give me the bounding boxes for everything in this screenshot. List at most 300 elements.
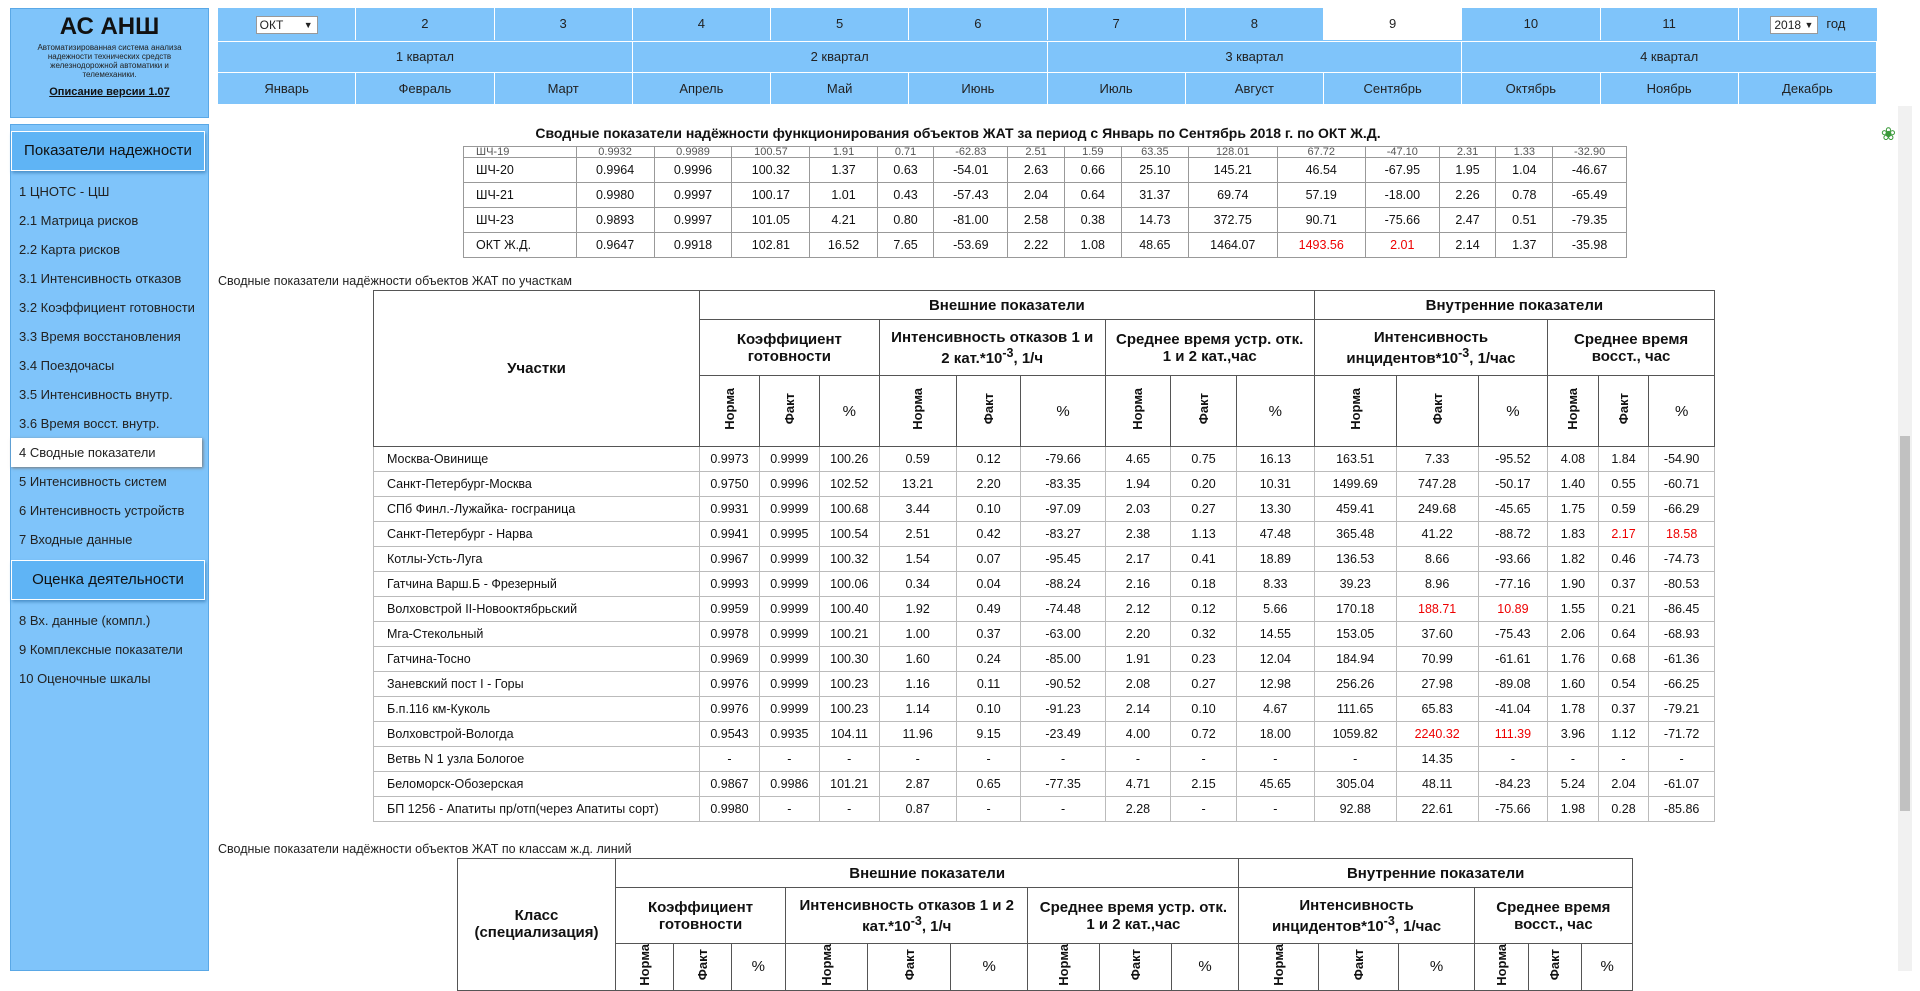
sections-col-label: Норма: [1347, 388, 1363, 430]
menu-item[interactable]: 3.4 Поездочасы: [19, 358, 115, 373]
table-cell: 0.9543: [700, 722, 760, 747]
table-cell: 1.33: [1496, 147, 1553, 158]
row-name-cell: ОКТ Ж.Д.: [464, 233, 577, 258]
table-cell: -66.29: [1649, 497, 1715, 522]
sections-col-header: [879, 376, 956, 447]
table-cell: 188.71: [1396, 597, 1478, 622]
table-cell: 0.9964: [576, 158, 654, 183]
quarter-tab[interactable]: 4 квартал: [1462, 42, 1877, 72]
scrollbar-thumb[interactable]: [1900, 436, 1910, 811]
menu-item[interactable]: 9 Комплексные показатели: [19, 642, 183, 657]
classes-col-header: [731, 944, 785, 991]
table-cell: -: [1021, 797, 1105, 822]
table-cell: 0.37: [1598, 572, 1649, 597]
table-cell: 2.04: [1008, 183, 1065, 208]
month-tab[interactable]: Сентябрь: [1324, 73, 1462, 104]
table-cell: -65.49: [1553, 183, 1627, 208]
table-cell: 1.14: [879, 697, 956, 722]
table-cell: 45.65: [1236, 772, 1314, 797]
menu-section-evaluation[interactable]: Оценка деятельности: [11, 560, 205, 600]
menu-list-evaluation: [11, 606, 208, 693]
month-tab[interactable]: Январь: [218, 73, 356, 104]
menu-item[interactable]: 10 Оценочные шкалы: [19, 671, 151, 686]
table-cell: 0.9976: [700, 697, 760, 722]
road-select[interactable]: [256, 16, 318, 34]
quarter-tab[interactable]: 2 квартал: [633, 42, 1048, 72]
table-cell: 0.9999: [759, 622, 819, 647]
table-row: [374, 647, 1715, 672]
table-cell: 1.90: [1548, 572, 1599, 597]
table-cell: 2.20: [956, 472, 1021, 497]
table-cell: 0.11: [956, 672, 1021, 697]
table-cell: -: [1171, 797, 1237, 822]
table-cell: -90.52: [1021, 672, 1105, 697]
table-cell: -46.67: [1553, 158, 1627, 183]
sections-col-label: %: [1506, 402, 1520, 420]
table-cell: -: [1236, 747, 1314, 772]
table-cell: -75.43: [1478, 622, 1548, 647]
failure-intensity-header: [879, 320, 1105, 376]
menu-item[interactable]: 3.5 Интенсивность внутр.: [19, 387, 173, 402]
table-cell: 2.20: [1105, 622, 1171, 647]
section-name-cell: Волховстрой II-Новооктябрьский: [374, 597, 700, 622]
sections-col-label: Факт: [1196, 393, 1212, 425]
table-cell: -57.43: [934, 183, 1008, 208]
table-cell: -93.66: [1478, 547, 1548, 572]
classes-failure-intensity-label: Интенсивность отказов 1 и 2 кат.*10: [799, 896, 1015, 935]
table-cell: 111.65: [1314, 697, 1396, 722]
table-cell: 104.11: [819, 722, 879, 747]
table-row: [374, 797, 1715, 822]
sections-col-label: Норма: [910, 388, 926, 430]
table-cell: -18.00: [1365, 183, 1439, 208]
classes-table-caption: Сводные показатели надёжности объектов ЖАТ по классам ж.д. линий: [218, 842, 632, 856]
table-cell: -75.66: [1365, 208, 1439, 233]
table-cell: 100.26: [819, 447, 879, 472]
table-cell: 2.08: [1105, 672, 1171, 697]
table-cell: 8.33: [1236, 572, 1314, 597]
table-cell: 67.72: [1277, 147, 1365, 158]
month-number-tab[interactable]: 5: [771, 8, 909, 40]
table-cell: 0.9967: [700, 547, 760, 572]
table-cell: 4.65: [1105, 447, 1171, 472]
table-cell: 25.10: [1121, 158, 1188, 183]
month-number-tab[interactable]: 9: [1324, 8, 1462, 40]
month-number-tab[interactable]: 4: [633, 8, 771, 40]
table-cell: 0.37: [956, 622, 1021, 647]
month-tab[interactable]: Июль: [1048, 73, 1186, 104]
table-cell: 4.08: [1548, 447, 1599, 472]
table-cell: -66.25: [1649, 672, 1715, 697]
chevron-down-icon: ▼: [303, 19, 313, 30]
table-cell: 37.60: [1396, 622, 1478, 647]
sections-col-header: [700, 376, 760, 447]
table-cell: -: [1021, 747, 1105, 772]
classes-col-label: Норма: [1493, 944, 1509, 986]
menu-item[interactable]: 3.6 Время восст. внутр.: [19, 416, 160, 431]
table-cell: 1.08: [1064, 233, 1121, 258]
table-cell: 1.13: [1171, 522, 1237, 547]
table-cell: 256.26: [1314, 672, 1396, 697]
menu-item[interactable]: 3.1 Интенсивность отказов: [19, 271, 182, 286]
month-tab[interactable]: Август: [1186, 73, 1324, 104]
month-number-tab[interactable]: 2: [356, 8, 494, 40]
menu-item[interactable]: 2.2 Карта рисков: [19, 242, 121, 257]
table-cell: -60.71: [1649, 472, 1715, 497]
table-cell: 2.28: [1105, 797, 1171, 822]
table-cell: 57.19: [1277, 183, 1365, 208]
section-name-cell: Санкт-Петербург - Нарва: [374, 522, 700, 547]
classes-col-header: [1582, 944, 1633, 991]
table-cell: -75.66: [1478, 797, 1548, 822]
table-cell: 1493.56: [1277, 233, 1365, 258]
incident-intensity-header: [1314, 320, 1547, 376]
table-cell: 14.35: [1396, 747, 1478, 772]
sections-table-caption: Сводные показатели надёжности объектов ЖАТ по участкам: [218, 274, 573, 288]
table-cell: 0.20: [1171, 472, 1237, 497]
table-cell: -: [759, 797, 819, 822]
table-cell: 372.75: [1189, 208, 1277, 233]
table-cell: 4.21: [810, 208, 877, 233]
table-cell: 1.91: [1105, 647, 1171, 672]
table-cell: 145.21: [1189, 158, 1277, 183]
sections-col-label: Факт: [1616, 393, 1631, 425]
table-cell: -79.35: [1553, 208, 1627, 233]
table-cell: 5.24: [1548, 772, 1599, 797]
table-row: [464, 158, 1627, 183]
quarter-tab[interactable]: 1 квартал: [218, 42, 633, 72]
menu-item[interactable]: 6 Интенсивность устройств: [19, 503, 185, 518]
month-tab[interactable]: Апрель: [633, 73, 771, 104]
month-tab[interactable]: Ноябрь: [1601, 73, 1739, 104]
table-cell: -83.35: [1021, 472, 1105, 497]
table-cell: 0.51: [1496, 208, 1553, 233]
table-cell: -47.10: [1365, 147, 1439, 158]
month-name-row: [218, 73, 1877, 104]
classes-col-header: [1319, 944, 1399, 991]
table-cell: 1.95: [1439, 158, 1496, 183]
table-cell: -89.08: [1478, 672, 1548, 697]
table-cell: 100.68: [819, 497, 879, 522]
table-row: [374, 722, 1715, 747]
table-cell: 0.24: [956, 647, 1021, 672]
classes-col-header: [786, 944, 868, 991]
table-cell: 111.39: [1478, 722, 1548, 747]
table-cell: -: [1314, 747, 1396, 772]
table-cell: 0.9893: [576, 208, 654, 233]
table-cell: 39.23: [1314, 572, 1396, 597]
sprout-icon[interactable]: ❀: [1880, 124, 1896, 144]
sections-col-label: %: [1056, 402, 1070, 420]
table-cell: 18.89: [1236, 547, 1314, 572]
failure-intensity-exponent: -3: [1002, 345, 1014, 360]
month-number-row: [218, 8, 1877, 40]
table-cell: -: [1478, 747, 1548, 772]
table-cell: 100.17: [732, 183, 810, 208]
table-cell: -54.01: [934, 158, 1008, 183]
classes-col-header: [1171, 944, 1238, 991]
table-cell: 0.32: [1171, 622, 1237, 647]
menu-item[interactable]: 1 ЦНОТС - ЦШ: [19, 184, 110, 199]
table-cell: 0.9647: [576, 233, 654, 258]
section-name-cell: Москва-Овинище: [374, 447, 700, 472]
table-cell: 0.46: [1598, 547, 1649, 572]
table-cell: 0.9959: [700, 597, 760, 622]
table-cell: 100.23: [819, 672, 879, 697]
classes-col-header: [1100, 944, 1172, 991]
month-tab[interactable]: Март: [495, 73, 633, 104]
table-cell: 0.9999: [759, 597, 819, 622]
month-number-tab[interactable]: 11: [1601, 8, 1739, 40]
year-select-cell: [1739, 8, 1877, 40]
month-number-tab[interactable]: 8: [1186, 8, 1324, 40]
table-cell: 0.9969: [700, 647, 760, 672]
month-tab[interactable]: Октябрь: [1462, 73, 1600, 104]
sections-col-label: Норма: [1565, 388, 1581, 430]
classes-col-label: %: [751, 958, 765, 976]
version-link[interactable]: Описание версии 1.07: [49, 86, 170, 98]
month-number-tab[interactable]: 6: [909, 8, 1047, 40]
road-select-cell: [218, 8, 356, 40]
table-cell: 8.96: [1396, 572, 1478, 597]
table-cell: 0.07: [956, 547, 1021, 572]
table-cell: 2.22: [1008, 233, 1065, 258]
table-row: [464, 183, 1627, 208]
table-cell: 1.60: [879, 647, 956, 672]
table-cell: -81.00: [934, 208, 1008, 233]
section-name-cell: Заневский пост I - Горы: [374, 672, 700, 697]
incident-intensity-exponent: -3: [1458, 345, 1470, 360]
table-cell: 70.99: [1396, 647, 1478, 672]
table-cell: 13.30: [1236, 497, 1314, 522]
classes-col-label: %: [982, 958, 996, 976]
table-cell: 14.55: [1236, 622, 1314, 647]
menu-item[interactable]: 3.3 Время восстановления: [19, 329, 181, 344]
table-cell: 16.13: [1236, 447, 1314, 472]
section-name-cell: БП 1256 - Апатиты пр/отп(через Апатиты сорт): [374, 797, 700, 822]
table-cell: 136.53: [1314, 547, 1396, 572]
table-row: [374, 772, 1715, 797]
table-cell: -68.93: [1649, 622, 1715, 647]
sections-col-header: [1021, 376, 1105, 447]
menu-section-reliability[interactable]: Показатели надежности: [11, 131, 205, 171]
section-name-cell: Гатчина-Тосно: [374, 647, 700, 672]
class-header: Класс (специализация): [458, 859, 616, 991]
table-cell: 22.61: [1396, 797, 1478, 822]
month-tab[interactable]: Декабрь: [1739, 73, 1877, 104]
sections-col-header: [759, 376, 819, 447]
table-cell: 5.66: [1236, 597, 1314, 622]
table-cell: -95.52: [1478, 447, 1548, 472]
table-cell: 1.94: [1105, 472, 1171, 497]
table-cell: 7.33: [1396, 447, 1478, 472]
section-name-cell: СПб Финл.-Лужайка- госграница: [374, 497, 700, 522]
table-cell: -67.95: [1365, 158, 1439, 183]
month-number-tab[interactable]: 10: [1462, 8, 1600, 40]
table-cell: -: [956, 747, 1021, 772]
table-cell: 0.87: [879, 797, 956, 822]
table-cell: 1.04: [1496, 158, 1553, 183]
classes-col-label: Норма: [819, 944, 835, 986]
table-cell: 90.71: [1277, 208, 1365, 233]
row-name-cell: ШЧ-21: [464, 183, 577, 208]
table-cell: 0.72: [1171, 722, 1237, 747]
table-row: [374, 672, 1715, 697]
table-cell: 0.9931: [700, 497, 760, 522]
table-cell: 1.76: [1548, 647, 1599, 672]
table-cell: -85.00: [1021, 647, 1105, 672]
table-cell: -63.00: [1021, 622, 1105, 647]
classes-col-label: %: [1600, 958, 1614, 976]
section-name-cell: Котлы-Усть-Луга: [374, 547, 700, 572]
classes-col-header: [868, 944, 950, 991]
table-cell: 101.21: [819, 772, 879, 797]
table-cell: -: [1649, 747, 1715, 772]
classes-col-label: Норма: [1271, 944, 1287, 986]
month-tab[interactable]: Февраль: [356, 73, 494, 104]
classes-availability-header: Коэффициент готовности: [616, 888, 786, 944]
menu-item[interactable]: 5 Интенсивность систем: [19, 474, 167, 489]
table-cell: 1.91: [810, 147, 877, 158]
table-cell: 2.04: [1598, 772, 1649, 797]
month-number-tab[interactable]: 7: [1048, 8, 1186, 40]
table-cell: 0.49: [956, 597, 1021, 622]
section-name-cell: Ветвь N 1 узла Бологое: [374, 747, 700, 772]
classes-mean-restore-time-header: Среднее время восст., час: [1474, 888, 1632, 944]
classes-col-label: Факт: [1351, 949, 1367, 981]
table-cell: 0.9999: [759, 497, 819, 522]
classes-col-header: [1528, 944, 1582, 991]
classes-failure-intensity-header: [786, 888, 1028, 944]
table-cell: 14.73: [1121, 208, 1188, 233]
table-row: [374, 572, 1715, 597]
classes-col-header: [1399, 944, 1474, 991]
section-name-cell: Беломорск-Обозерская: [374, 772, 700, 797]
sections-col-header: [956, 376, 1021, 447]
table-cell: -23.49: [1021, 722, 1105, 747]
table-cell: 1464.07: [1189, 233, 1277, 258]
table-cell: -80.53: [1649, 572, 1715, 597]
menu-item[interactable]: 8 Вх. данные (компл.): [19, 613, 151, 628]
table-row: [374, 447, 1715, 472]
table-cell: 2.06: [1548, 622, 1599, 647]
table-cell: 10.89: [1478, 597, 1548, 622]
table-cell: 0.9996: [759, 472, 819, 497]
table-cell: -: [1105, 747, 1171, 772]
table-cell: 1.55: [1548, 597, 1599, 622]
table-cell: 0.9995: [759, 522, 819, 547]
incident-intensity-unit: , 1/час: [1469, 349, 1516, 367]
table-cell: 0.10: [956, 497, 1021, 522]
table-cell: 2.15: [1171, 772, 1237, 797]
table-row: [374, 597, 1715, 622]
table-cell: 7.65: [877, 233, 934, 258]
table-cell: 2.14: [1439, 233, 1496, 258]
table-cell: -: [879, 747, 956, 772]
table-cell: 100.57: [732, 147, 810, 158]
table-cell: 4.00: [1105, 722, 1171, 747]
table-cell: 0.27: [1171, 497, 1237, 522]
classes-col-label: Норма: [636, 944, 652, 986]
table-cell: 1.78: [1548, 697, 1599, 722]
table-cell: 1.92: [879, 597, 956, 622]
table-cell: -61.36: [1649, 647, 1715, 672]
menu-item[interactable]: 2.1 Матрица рисков: [19, 213, 139, 228]
quarter-row: [218, 41, 1877, 73]
sections-col-label: %: [1268, 402, 1282, 420]
table-cell: -: [1598, 747, 1649, 772]
classes-incident-intensity-exponent: -3: [1383, 913, 1395, 928]
table-cell: -91.23: [1021, 697, 1105, 722]
table-cell: 8.66: [1396, 547, 1478, 572]
table-row: [464, 147, 1627, 158]
table-cell: 48.65: [1121, 233, 1188, 258]
table-cell: 18.58: [1649, 522, 1715, 547]
month-number-tab[interactable]: 3: [495, 8, 633, 40]
section-name-cell: Волховстрой-Вологда: [374, 722, 700, 747]
table-cell: 0.9932: [576, 147, 654, 158]
menu-item[interactable]: 4 Сводные показатели: [11, 438, 202, 467]
table-row: [374, 547, 1715, 572]
table-cell: 13.21: [879, 472, 956, 497]
table-cell: 0.9999: [759, 697, 819, 722]
table-cell: 2.17: [1598, 522, 1649, 547]
table-cell: 0.64: [1064, 183, 1121, 208]
table-cell: 1499.69: [1314, 472, 1396, 497]
table-cell: 101.05: [732, 208, 810, 233]
menu-item[interactable]: 3.2 Коэффициент готовности: [19, 300, 195, 315]
quarter-tab[interactable]: 3 квартал: [1048, 42, 1463, 72]
sections-col-label: %: [1674, 402, 1689, 420]
month-tab[interactable]: Июнь: [909, 73, 1047, 104]
classes-failure-intensity-exponent: -3: [910, 913, 922, 928]
table-cell: 0.9980: [576, 183, 654, 208]
table-cell: 100.21: [819, 622, 879, 647]
table-cell: 63.35: [1121, 147, 1188, 158]
table-cell: 0.37: [1598, 697, 1649, 722]
vertical-scrollbar[interactable]: [1898, 106, 1912, 971]
table-row: [464, 233, 1627, 258]
table-cell: 1.16: [879, 672, 956, 697]
table-row: [374, 747, 1715, 772]
year-select[interactable]: [1770, 16, 1818, 34]
table-cell: 2.87: [879, 772, 956, 797]
table-cell: 0.10: [956, 697, 1021, 722]
table-cell: 2.51: [1008, 147, 1065, 158]
table-cell: 1.60: [1548, 672, 1599, 697]
classes-col-header: [950, 944, 1028, 991]
table-cell: 0.66: [1064, 158, 1121, 183]
menu-item[interactable]: 7 Входные данные: [19, 532, 133, 547]
table-cell: 747.28: [1396, 472, 1478, 497]
table-cell: 41.22: [1396, 522, 1478, 547]
table-cell: 0.9973: [700, 447, 760, 472]
table-cell: 2.31: [1439, 147, 1496, 158]
table-cell: 100.32: [819, 547, 879, 572]
classes-incident-intensity-unit: , 1/час: [1394, 917, 1442, 935]
table-cell: 0.9999: [759, 672, 819, 697]
classes-incident-intensity-header: [1239, 888, 1474, 944]
table-cell: 0.9996: [654, 158, 732, 183]
table-cell: 0.64: [1598, 622, 1649, 647]
month-tab[interactable]: Май: [771, 73, 909, 104]
road-select-value: ОКТ: [259, 17, 284, 32]
table-cell: -84.23: [1478, 772, 1548, 797]
table-cell: -35.98: [1553, 233, 1627, 258]
table-row: [374, 497, 1715, 522]
table-cell: 1.59: [1064, 147, 1121, 158]
table-cell: -86.45: [1649, 597, 1715, 622]
